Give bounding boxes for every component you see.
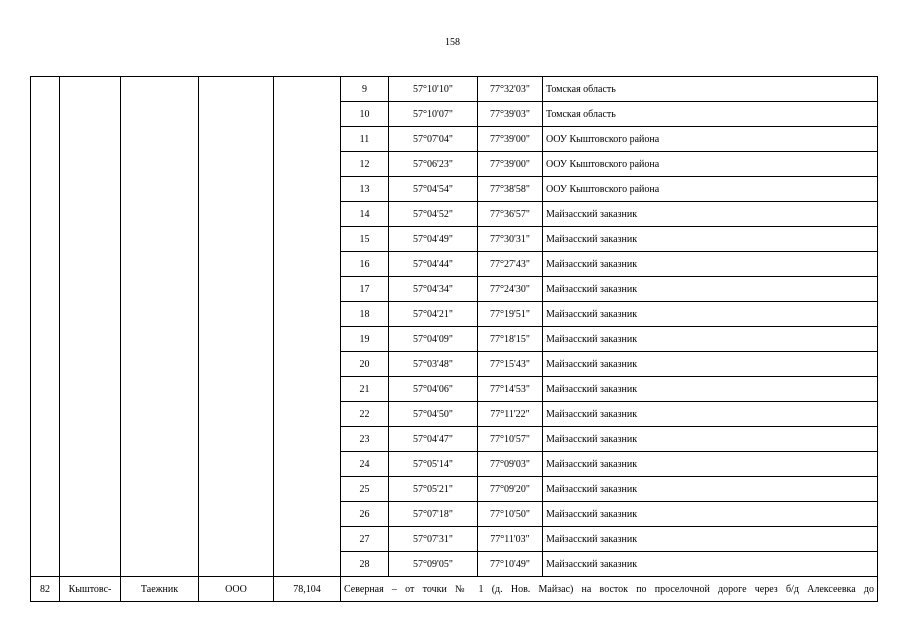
point-number: 15 [341, 227, 389, 252]
blank-cell [274, 77, 341, 577]
boundary-name-cell: Майзасский заказник [543, 477, 878, 502]
latitude-cell: 57°04'06" [389, 377, 478, 402]
area-size: 78,104 [274, 577, 341, 602]
longitude-cell: 77°27'43" [478, 252, 543, 277]
boundary-name-cell: Майзасский заказник [543, 227, 878, 252]
blank-cell [199, 77, 274, 577]
latitude-cell: 57°10'10" [389, 77, 478, 102]
longitude-cell: 77°38'58" [478, 177, 543, 202]
table-body [31, 77, 878, 602]
boundary-name-cell: Майзасский заказник [543, 552, 878, 577]
longitude-cell: 77°39'00" [478, 152, 543, 177]
longitude-cell: 77°36'57" [478, 202, 543, 227]
point-number: 9 [341, 77, 389, 102]
boundary-name-cell: Майзасский заказник [543, 277, 878, 302]
point-number: 22 [341, 402, 389, 427]
longitude-cell: 77°18'15" [478, 327, 543, 352]
point-number: 14 [341, 202, 389, 227]
latitude-cell: 57°06'23" [389, 152, 478, 177]
boundary-name-cell: Томская область [543, 77, 878, 102]
point-number: 27 [341, 527, 389, 552]
latitude-cell: 57°04'21" [389, 302, 478, 327]
longitude-cell: 77°30'31" [478, 227, 543, 252]
latitude-cell: 57°04'52" [389, 202, 478, 227]
longitude-cell: 77°09'03" [478, 452, 543, 477]
latitude-cell: 57°07'04" [389, 127, 478, 152]
boundary-name-cell: Майзасский заказник [543, 402, 878, 427]
point-number: 17 [341, 277, 389, 302]
page-number: 158 [445, 37, 460, 48]
point-number: 11 [341, 127, 389, 152]
longitude-cell: 77°11'22" [478, 402, 543, 427]
latitude-cell: 57°07'31" [389, 527, 478, 552]
latitude-cell: 57°07'18" [389, 502, 478, 527]
longitude-cell: 77°10'49" [478, 552, 543, 577]
longitude-cell: 77°19'51" [478, 302, 543, 327]
longitude-cell: 77°24'30" [478, 277, 543, 302]
area-name: Таежник [121, 577, 199, 602]
latitude-cell: 57°04'49" [389, 227, 478, 252]
latitude-cell: 57°04'50" [389, 402, 478, 427]
blank-cell [60, 77, 121, 577]
boundary-name-cell: Майзасский заказник [543, 202, 878, 227]
point-number: 18 [341, 302, 389, 327]
latitude-cell: 57°04'09" [389, 327, 478, 352]
longitude-cell: 77°10'57" [478, 427, 543, 452]
boundary-name-cell: Майзасский заказник [543, 252, 878, 277]
table-row-final [31, 577, 878, 602]
latitude-cell: 57°05'21" [389, 477, 478, 502]
latitude-cell: 57°05'14" [389, 452, 478, 477]
point-number: 23 [341, 427, 389, 452]
coordinates-table [30, 76, 878, 602]
boundary-description: Северная – от точки № 1 (д. Нов. Майзас) на восток по проселочной дороге через б/д Алексеевка до [341, 577, 878, 602]
point-number: 28 [341, 552, 389, 577]
point-number: 25 [341, 477, 389, 502]
longitude-cell: 77°11'03" [478, 527, 543, 552]
boundary-name-cell: ООУ Кыштовского района [543, 127, 878, 152]
latitude-cell: 57°04'54" [389, 177, 478, 202]
point-number: 20 [341, 352, 389, 377]
latitude-cell: 57°04'47" [389, 427, 478, 452]
latitude-cell: 57°04'44" [389, 252, 478, 277]
latitude-cell: 57°10'07" [389, 102, 478, 127]
point-number: 13 [341, 177, 389, 202]
latitude-cell: 57°04'34" [389, 277, 478, 302]
longitude-cell: 77°14'53" [478, 377, 543, 402]
point-number: 10 [341, 102, 389, 127]
longitude-cell: 77°32'03" [478, 77, 543, 102]
boundary-name-cell: Майзасский заказник [543, 377, 878, 402]
longitude-cell: 77°09'20" [478, 477, 543, 502]
boundary-name-cell: Майзасский заказник [543, 527, 878, 552]
blank-cell [31, 77, 60, 577]
boundary-name-cell: Майзасский заказник [543, 427, 878, 452]
boundary-name-cell: Томская область [543, 102, 878, 127]
latitude-cell: 57°03'48" [389, 352, 478, 377]
blank-cell [121, 77, 199, 577]
point-number: 16 [341, 252, 389, 277]
longitude-cell: 77°39'00" [478, 127, 543, 152]
boundary-name-cell: Майзасский заказник [543, 352, 878, 377]
point-number: 19 [341, 327, 389, 352]
boundary-name-cell: Майзасский заказник [543, 327, 878, 352]
point-number: 24 [341, 452, 389, 477]
point-number: 12 [341, 152, 389, 177]
organization: ООО [199, 577, 274, 602]
longitude-cell: 77°15'43" [478, 352, 543, 377]
point-number: 26 [341, 502, 389, 527]
record-number: 82 [31, 577, 60, 602]
boundary-name-cell: ООУ Кыштовского района [543, 177, 878, 202]
boundary-name-cell: Майзасский заказник [543, 502, 878, 527]
boundary-name-cell: ООУ Кыштовского района [543, 152, 878, 177]
boundary-name-cell: Майзасский заказник [543, 302, 878, 327]
longitude-cell: 77°39'03" [478, 102, 543, 127]
point-number: 21 [341, 377, 389, 402]
longitude-cell: 77°10'50" [478, 502, 543, 527]
latitude-cell: 57°09'05" [389, 552, 478, 577]
boundary-name-cell: Майзасский заказник [543, 452, 878, 477]
district-name: Кыштовс- [60, 577, 121, 602]
table-row [31, 77, 878, 102]
